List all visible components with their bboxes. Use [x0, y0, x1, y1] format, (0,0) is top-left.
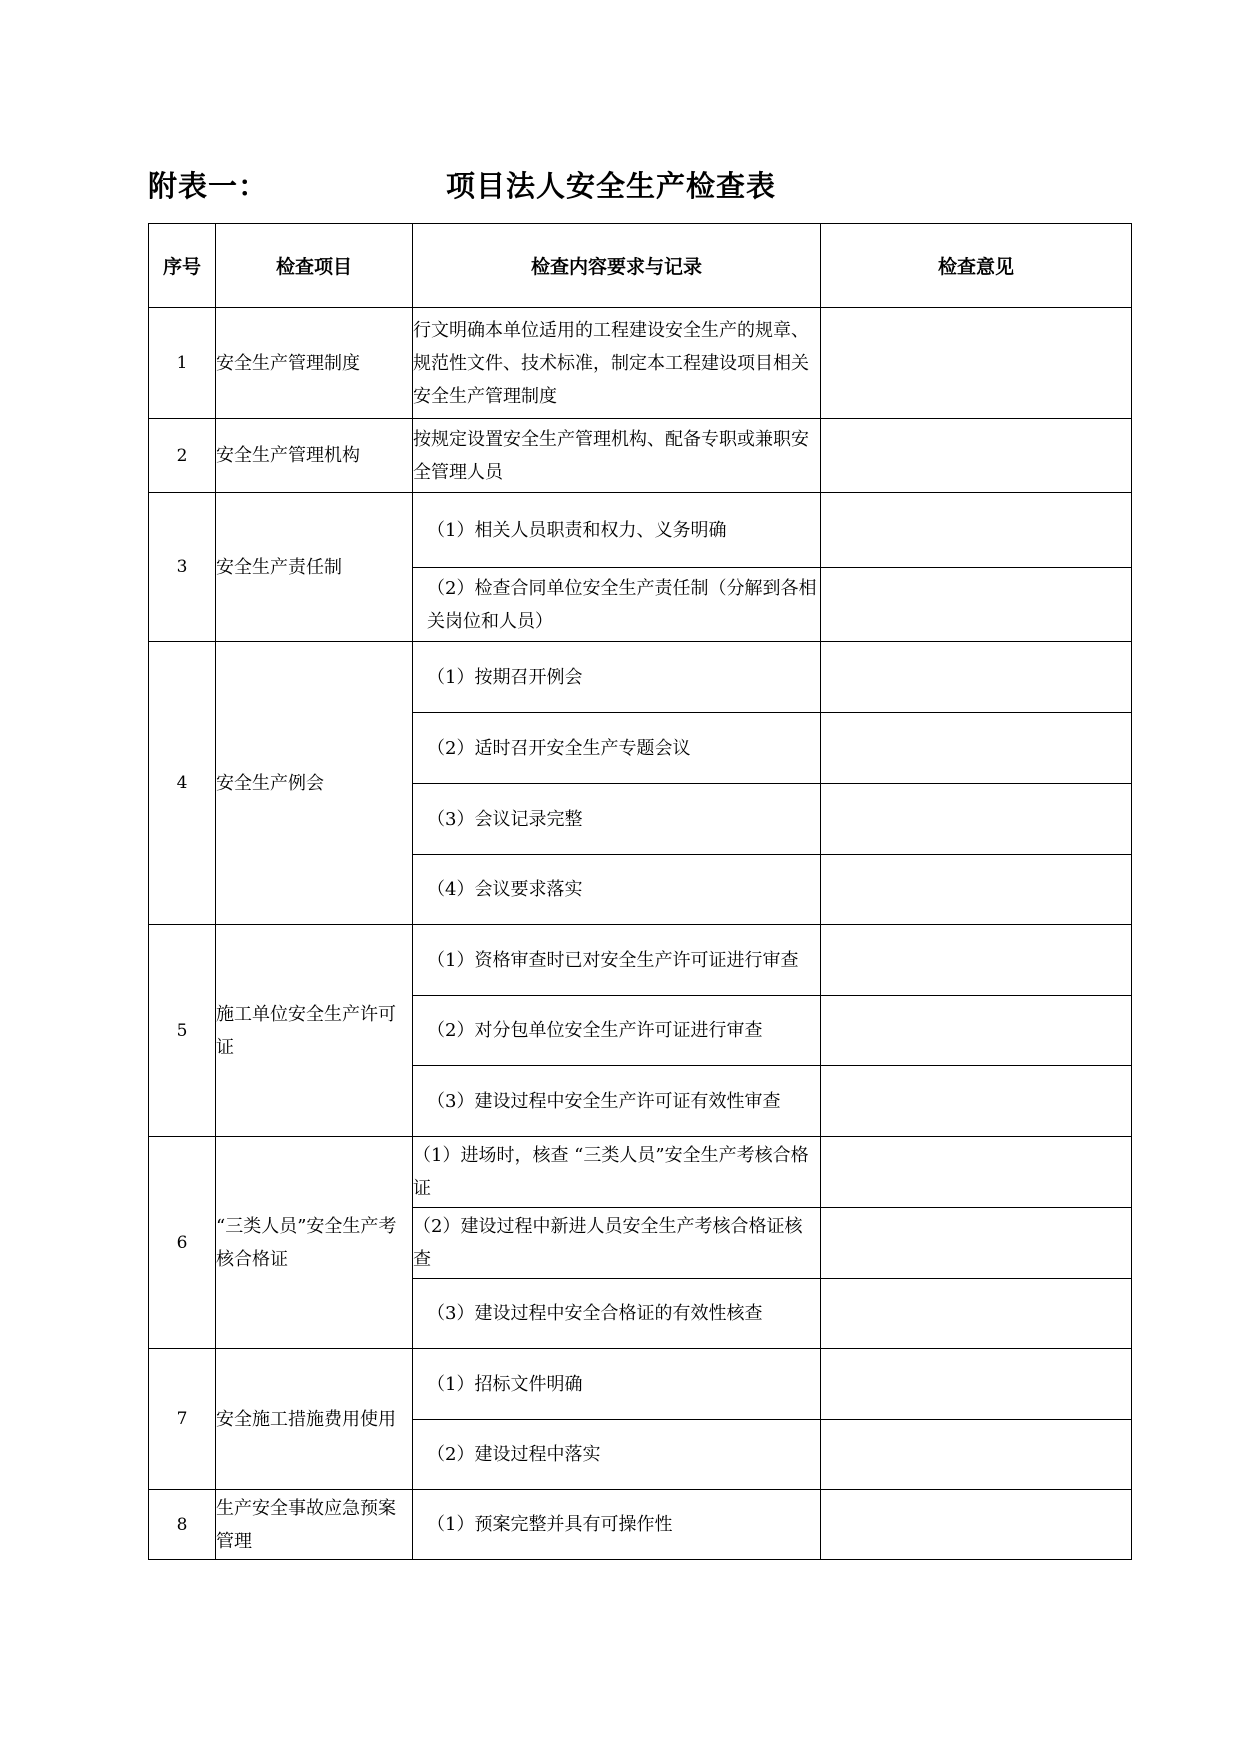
requirement-cell: （1）招标文件明确: [413, 1349, 821, 1420]
opinion-cell[interactable]: [821, 1420, 1132, 1490]
row-number: 7: [149, 1349, 216, 1490]
opinion-cell[interactable]: [821, 713, 1132, 784]
table-row: [149, 1490, 1132, 1560]
requirement-cell: 按规定设置安全生产管理机构、配备专职或兼职安全管理人员: [413, 419, 821, 493]
check-item: 安全生产例会: [216, 642, 413, 925]
requirement-cell: （3）建设过程中安全合格证的有效性核查: [413, 1279, 821, 1349]
opinion-cell[interactable]: [821, 419, 1132, 493]
inspection-table: [148, 223, 1132, 1560]
column-header-opinion: 检查意见: [821, 224, 1132, 308]
opinion-cell[interactable]: [821, 855, 1132, 925]
check-item: 安全生产管理机构: [216, 419, 413, 493]
column-header-no: 序号: [149, 224, 216, 308]
row-number: 3: [149, 493, 216, 642]
column-header-item: 检查项目: [216, 224, 413, 308]
requirement-cell: （1）相关人员职责和权力、义务明确: [413, 493, 821, 568]
row-number: 5: [149, 925, 216, 1137]
requirement-cell: 行文明确本单位适用的工程建设安全生产的规章、规范性文件、技术标准，制定本工程建设项目相关安全生产管理制度: [413, 308, 821, 419]
column-header-requirements: 检查内容要求与记录: [413, 224, 821, 308]
table-row: [149, 1349, 1132, 1420]
requirement-cell: （2）建设过程中落实: [413, 1420, 821, 1490]
opinion-cell[interactable]: [821, 1208, 1132, 1279]
opinion-cell[interactable]: [821, 642, 1132, 713]
requirement-cell: （1）资格审查时已对安全生产许可证进行审查: [413, 925, 821, 996]
opinion-cell[interactable]: [821, 1279, 1132, 1349]
requirement-cell: （2）建设过程中新进人员安全生产考核合格证核查: [413, 1208, 821, 1279]
row-number: 6: [149, 1137, 216, 1349]
check-item: 生产安全事故应急预案管理: [216, 1490, 413, 1560]
table-row: [149, 642, 1132, 713]
table-row: [149, 1137, 1132, 1208]
check-item: 安全施工措施费用使用: [216, 1349, 413, 1490]
opinion-cell[interactable]: [821, 493, 1132, 568]
check-item: “三类人员”安全生产考核合格证: [216, 1137, 413, 1349]
opinion-cell[interactable]: [821, 308, 1132, 419]
row-number: 8: [149, 1490, 216, 1560]
table-row: [149, 419, 1132, 493]
requirement-cell: （1）按期召开例会: [413, 642, 821, 713]
opinion-cell[interactable]: [821, 1349, 1132, 1420]
table-row: [149, 493, 1132, 568]
opinion-cell[interactable]: [821, 996, 1132, 1066]
requirement-cell: （3）建设过程中安全生产许可证有效性审查: [413, 1066, 821, 1137]
opinion-cell[interactable]: [821, 1137, 1132, 1208]
table-row: [149, 308, 1132, 419]
table-row: [149, 925, 1132, 996]
requirement-cell: （2）适时召开安全生产专题会议: [413, 713, 821, 784]
check-item: 安全生产管理制度: [216, 308, 413, 419]
requirement-cell: （4）会议要求落实: [413, 855, 821, 925]
opinion-cell[interactable]: [821, 925, 1132, 996]
check-item: 施工单位安全生产许可证: [216, 925, 413, 1137]
row-number: 2: [149, 419, 216, 493]
requirement-cell: （1）进场时，核查 “三类人员”安全生产考核合格证: [413, 1137, 821, 1208]
requirement-cell: （3）会议记录完整: [413, 784, 821, 855]
row-number: 1: [149, 308, 216, 419]
requirement-cell: （2）检查合同单位安全生产责任制（分解到各相关岗位和人员）: [413, 568, 821, 642]
page-title: 项目法人安全生产检查表: [446, 169, 777, 203]
opinion-cell[interactable]: [821, 1490, 1132, 1560]
opinion-cell[interactable]: [821, 784, 1132, 855]
table-header-row: [149, 224, 1132, 308]
opinion-cell[interactable]: [821, 568, 1132, 642]
check-item: 安全生产责任制: [216, 493, 413, 642]
requirement-cell: （1）预案完整并具有可操作性: [413, 1490, 821, 1560]
requirement-cell: （2）对分包单位安全生产许可证进行审查: [413, 996, 821, 1066]
row-number: 4: [149, 642, 216, 925]
opinion-cell[interactable]: [821, 1066, 1132, 1137]
attachment-label: 附表一：: [148, 169, 269, 203]
